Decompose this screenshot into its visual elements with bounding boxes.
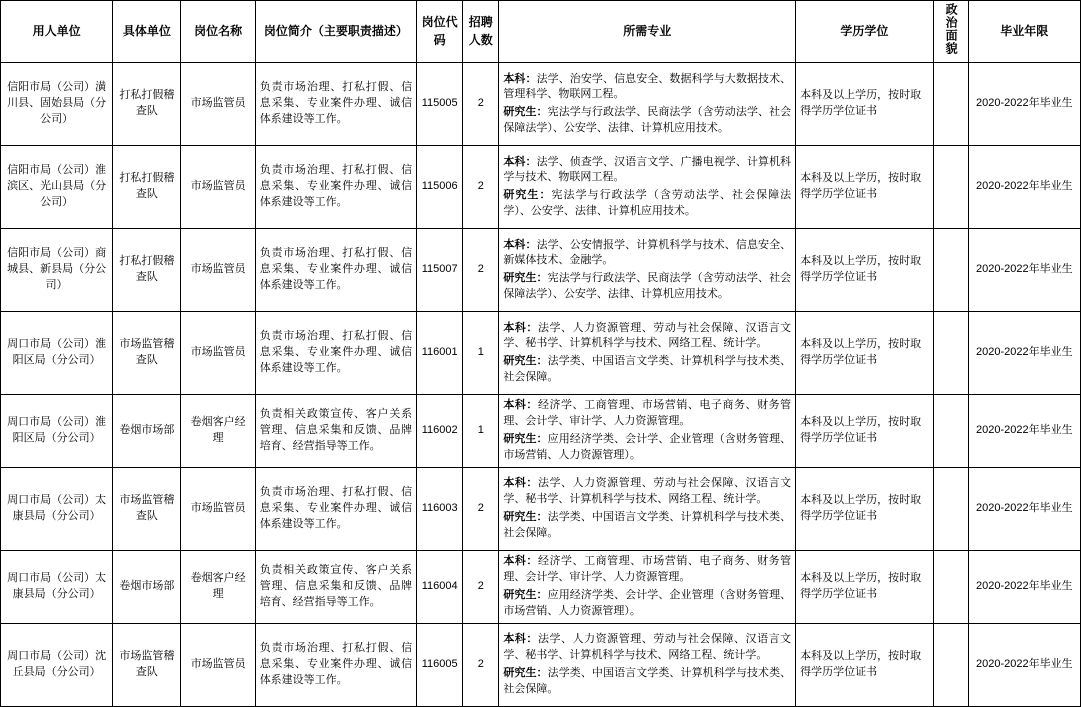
major-grad-text: 宪法学与行政法学、民商法学（含劳动法学、社会保障法学）、公安学、法律、计算机应用技术。: [503, 106, 792, 135]
cell-code: 115005: [417, 63, 463, 146]
cell-post: 市场监管员: [181, 468, 255, 551]
major-undergrad-label: 本科：: [503, 477, 538, 490]
cell-major: [499, 146, 796, 229]
header-year: 毕业年限: [968, 1, 1080, 63]
cell-code: 116001: [417, 312, 463, 395]
cell-post: 市场监管员: [181, 312, 255, 395]
cell-desc: 负责市场治理、打私打假、信息采集、专业案件办理、诚信体系建设等工作。: [255, 146, 416, 229]
header-politics-vertical-text: 政治面貌: [944, 3, 959, 55]
table-row: [1, 146, 1081, 229]
cell-unit: 信阳市局（公司）淮滨区、光山县局（分公司）: [1, 146, 113, 229]
major-undergrad-text: 法学、治安学、信息安全、数据科学与大数据技术、管理科学、物联网工程。: [503, 72, 792, 101]
cell-year: 2020-2022年毕业生: [968, 63, 1080, 146]
cell-subunit: 卷烟市场部: [113, 395, 181, 468]
header-major: 所需专业: [499, 1, 796, 63]
cell-desc: 负责相关政策宣传、客户关系管理、信息采集和反馈、品牌培育、经营指导等工作。: [255, 551, 416, 624]
major-grad-text: 应用经济学类、会计学、企业管理（含财务管理、市场营销、人力资源管理）。: [503, 433, 792, 462]
cell-edu: 本科及以上学历，按时取得学历学位证书: [796, 63, 933, 146]
major-undergrad-label: 本科：: [503, 555, 538, 568]
major-grad-text: 宪法学与行政法学、民商法学（含劳动法学、社会保障法学）、公安学、法律、计算机应用技术。: [503, 272, 792, 301]
cell-code: 116003: [417, 468, 463, 551]
cell-year: 2020-2022年毕业生: [968, 146, 1080, 229]
cell-major: [499, 63, 796, 146]
cell-post: 卷烟客户经理: [181, 551, 255, 624]
major-grad-label: 研究生：: [503, 666, 548, 679]
table-row: [1, 623, 1081, 706]
cell-major: [499, 551, 796, 624]
cell-subunit: 打私打假稽查队: [113, 63, 181, 146]
table-row: [1, 229, 1081, 312]
cell-edu: 本科及以上学历，按时取得学历学位证书: [796, 312, 933, 395]
major-grad-text: 宪法学与行政法学（含劳动法学、社会保障法学）、公安学、法律、计算机应用技术。: [503, 189, 792, 218]
cell-num: 2: [463, 551, 499, 624]
major-grad-label: 研究生：: [503, 433, 548, 446]
cell-edu: 本科及以上学历，按时取得学历学位证书: [796, 229, 933, 312]
cell-code: 116002: [417, 395, 463, 468]
cell-major: [499, 623, 796, 706]
cell-politics: [933, 468, 968, 551]
major-undergrad-label: 本科：: [503, 72, 537, 85]
cell-subunit: 打私打假稽查队: [113, 146, 181, 229]
major-grad-text: 应用经济学类、会计学、企业管理（含财务管理、市场营销、人力资源管理）。: [503, 589, 792, 617]
cell-code: 116005: [417, 623, 463, 706]
cell-major: [499, 229, 796, 312]
cell-unit: 信阳市局（公司）潢川县、固始县局（分公司）: [1, 63, 113, 146]
cell-num: 1: [463, 395, 499, 468]
cell-desc: 负责市场治理、打私打假、信息采集、专业案件办理、诚信体系建设等工作。: [255, 623, 416, 706]
cell-num: 2: [463, 229, 499, 312]
major-grad-label: 研究生：: [503, 511, 548, 524]
major-grad-label: 研究生：: [503, 189, 552, 202]
header-desc: 岗位简介（主要职责描述）: [255, 1, 416, 63]
header-unit: 用人单位: [1, 1, 113, 63]
cell-edu: 本科及以上学历，按时取得学历学位证书: [796, 468, 933, 551]
cell-num: 2: [463, 146, 499, 229]
major-grad-label: 研究生：: [503, 272, 548, 285]
cell-politics: [933, 63, 968, 146]
cell-post: 市场监管员: [181, 623, 255, 706]
cell-unit: 周口市局（公司）太康县局（分公司）: [1, 551, 113, 624]
cell-code: 116004: [417, 551, 463, 624]
cell-num: 1: [463, 312, 499, 395]
cell-subunit: 市场监管稽查队: [113, 312, 181, 395]
cell-num: 2: [463, 63, 499, 146]
cell-year: 2020-2022年毕业生: [968, 395, 1080, 468]
cell-post: 市场监管员: [181, 146, 255, 229]
cell-unit: 周口市局（公司）淮阳区局（分公司）: [1, 312, 113, 395]
table-header-row: [1, 1, 1081, 63]
cell-post: 市场监管员: [181, 63, 255, 146]
header-code: 岗位代码: [417, 1, 463, 63]
header-num: 招聘人数: [463, 1, 499, 63]
major-undergrad-text: 法学、人力资源管理、劳动与社会保障、汉语言文学、秘书学、计算机科学与技术、网络工程、统计学。: [503, 633, 792, 661]
cell-subunit: 打私打假稽查队: [113, 229, 181, 312]
major-grad-label: 研究生：: [503, 106, 548, 119]
major-undergrad-text: 法学、人力资源管理、劳动与社会保障、汉语言文学、秘书学、计算机科学与技术、网络工程、统计学。: [503, 321, 792, 350]
header-post: 岗位名称: [181, 1, 255, 63]
cell-year: 2020-2022年毕业生: [968, 312, 1080, 395]
cell-desc: 负责市场治理、打私打假、信息采集、专业案件办理、诚信体系建设等工作。: [255, 63, 416, 146]
table-row: [1, 63, 1081, 146]
cell-year: 2020-2022年毕业生: [968, 229, 1080, 312]
major-undergrad-label: 本科：: [503, 155, 537, 168]
table-row: [1, 468, 1081, 551]
cell-edu: 本科及以上学历，按时取得学历学位证书: [796, 551, 933, 624]
header-edu: 学历学位: [796, 1, 933, 63]
major-undergrad-label: 本科：: [503, 399, 538, 412]
cell-politics: [933, 146, 968, 229]
table-row: [1, 312, 1081, 395]
cell-edu: 本科及以上学历，按时取得学历学位证书: [796, 395, 933, 468]
major-undergrad-label: 本科：: [503, 321, 538, 334]
cell-unit: 周口市局（公司）淮阳区局（分公司）: [1, 395, 113, 468]
major-grad-text: 法学类、中国语言文学类、计算机科学与技术类、社会保障。: [503, 666, 792, 695]
cell-politics: [933, 623, 968, 706]
cell-post: 市场监管员: [181, 229, 255, 312]
cell-code: 115007: [417, 229, 463, 312]
cell-politics: [933, 312, 968, 395]
cell-desc: 负责市场治理、打私打假、信息采集、专业案件办理、诚信体系建设等工作。: [255, 229, 416, 312]
major-undergrad-text: 经济学、工商管理、市场营销、电子商务、财务管理、会计学、审计学、人力资源管理。: [503, 399, 792, 428]
cell-code: 115006: [417, 146, 463, 229]
cell-year: 2020-2022年毕业生: [968, 551, 1080, 624]
table-row: [1, 395, 1081, 468]
cell-unit: 周口市局（公司）太康县局（分公司）: [1, 468, 113, 551]
major-grad-label: 研究生：: [503, 355, 548, 368]
cell-unit: 周口市局（公司）沈丘县局（分公司）: [1, 623, 113, 706]
cell-major: [499, 468, 796, 551]
cell-desc: 负责相关政策宣传、客户关系管理、信息采集和反馈、品牌培育、经营指导等工作。: [255, 395, 416, 468]
cell-edu: 本科及以上学历，按时取得学历学位证书: [796, 146, 933, 229]
major-undergrad-text: 法学、人力资源管理、劳动与社会保障、汉语言文学、秘书学、计算机科学与技术、网络工程、统计学。: [503, 477, 792, 506]
table-row: [1, 551, 1081, 624]
major-grad-label: 研究生：: [503, 589, 548, 602]
cell-year: 2020-2022年毕业生: [968, 623, 1080, 706]
major-undergrad-label: 本科：: [503, 633, 538, 646]
cell-subunit: 卷烟市场部: [113, 551, 181, 624]
cell-subunit: 市场监管稽查队: [113, 623, 181, 706]
major-undergrad-text: 经济学、工商管理、市场营销、电子商务、财务管理、会计学、审计学、人力资源管理。: [503, 555, 792, 584]
cell-year: 2020-2022年毕业生: [968, 468, 1080, 551]
cell-num: 2: [463, 468, 499, 551]
cell-edu: 本科及以上学历，按时取得学历学位证书: [796, 623, 933, 706]
major-undergrad-text: 法学、公安情报学、计算机科学与技术、信息安全、新媒体技术、金融学。: [503, 238, 792, 267]
cell-subunit: 市场监管稽查队: [113, 468, 181, 551]
cell-major: [499, 395, 796, 468]
cell-major: [499, 312, 796, 395]
cell-politics: [933, 395, 968, 468]
header-subunit: 具体单位: [113, 1, 181, 63]
cell-unit: 信阳市局（公司）商城县、新县局（分公司）: [1, 229, 113, 312]
header-politics: [933, 1, 968, 63]
cell-desc: 负责市场治理、打私打假、信息采集、专业案件办理、诚信体系建设等工作。: [255, 468, 416, 551]
cell-politics: [933, 229, 968, 312]
cell-politics: [933, 551, 968, 624]
cell-desc: 负责市场治理、打私打假、信息采集、专业案件办理、诚信体系建设等工作。: [255, 312, 416, 395]
major-undergrad-text: 法学、侦查学、汉语言文学、广播电视学、计算机科学与技术、物联网工程。: [503, 155, 792, 184]
major-undergrad-label: 本科：: [503, 238, 537, 251]
major-grad-text: 法学类、中国语言文学类、计算机科学与技术类、社会保障。: [503, 511, 792, 540]
cell-num: 2: [463, 623, 499, 706]
major-grad-text: 法学类、中国语言文学类、计算机科学与技术类、社会保障。: [503, 355, 792, 384]
cell-post: 卷烟客户经理: [181, 395, 255, 468]
